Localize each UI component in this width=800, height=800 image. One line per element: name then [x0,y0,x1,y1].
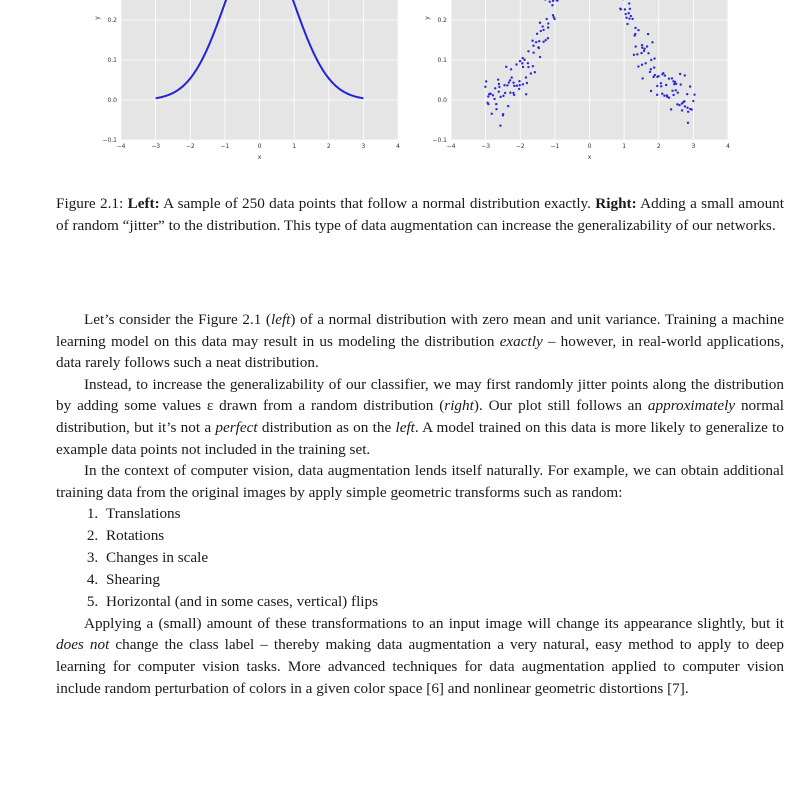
emphasis: does not [56,636,110,654]
scatter-point [687,122,689,124]
x-tick-label: 2 [656,143,661,150]
scatter-point [508,81,510,83]
text-span: ). Our plot still follows an [473,397,648,415]
scatter-point [650,68,652,70]
caption-right-text: Adding a small amount of random “jitter” to the distribution. This type of data augmentation can increase the generalizability of our networks. [56,195,784,234]
scatter-point [668,97,670,99]
x-tick-label: 4 [726,143,730,150]
y-tick-label: 0.2 [107,17,117,24]
x-tick-label: 1 [622,143,627,150]
scatter-point [538,47,540,49]
scatter-point [675,83,677,85]
scatter-point [620,8,622,10]
scatter-point [665,84,667,86]
x-axis-label: x [587,154,592,161]
caption-left-text: A sample of 250 data points that follow a normal distribution exactly. [159,195,596,212]
scatter-point [491,113,493,115]
scatter-point [522,83,524,85]
scatter-point [641,64,643,66]
scatter-point [660,82,662,84]
scatter-point [656,94,658,96]
scatter-point [532,65,534,67]
y-tick-label: 0.0 [437,97,447,104]
scatter-point [547,37,549,39]
scatter-point [531,40,533,42]
text-span: ) of a normal distribution with zero mean and unit variance. Training a machine learning model on this data may result in us modeling the distribution [56,311,784,350]
scatter-point [551,4,553,6]
scatter-point [675,89,677,91]
scatter-point [628,2,630,4]
body-text [56,309,784,699]
list-item: 4. Shearing [102,569,784,591]
x-tick-label: −2 [515,143,525,150]
scatter-point [502,95,504,97]
text-span: . A model trained on this data is more likely to generalize to example data points not included in the training set. [56,418,784,458]
scatter-point [532,45,534,47]
scatter-point [686,93,688,95]
scatter-point [536,33,538,35]
scatter-point [657,75,659,77]
scatter-point [547,22,549,24]
scatter-point [487,95,489,97]
scatter-point [547,26,549,28]
scatter-point [687,111,689,113]
text-span: – however, in real-world applications, data rarely follows such a neat distribution. [56,332,784,372]
scatter-point [527,62,529,64]
scatter-point [505,66,507,68]
paragraph-2 [56,374,784,460]
caption-prefix: Figure 2.1: [56,195,128,212]
x-tick-label: 3 [691,143,696,150]
scatter-point [509,79,511,81]
text-span: change the class label – thereby making data augmentation a very natural, easy method to apply to deep learning for computer vision tasks. More advanced techniques for data augmentation applied to computer vision include random perturbation of colors in a given color space [6] and nonlinear geometric distortions [7]. [56,636,784,697]
emphasis: perfect [215,418,258,436]
list-item: 1. Translations [102,503,784,525]
x-tick-label: 2 [326,143,331,150]
y-axis-label: y [424,16,431,20]
scatter-point [507,105,509,107]
scatter-point [661,93,663,95]
x-tick-label: 4 [396,143,400,150]
emphasis: right [444,397,474,415]
x-tick-label: −1 [220,143,230,150]
x-tick-label: −2 [185,143,195,150]
scatter-point [512,81,514,83]
list-item: 3. Changes in scale [102,547,784,569]
scatter-point [484,86,486,88]
list-item: 2. Rotations [102,525,784,547]
text-span: Instead, to increase the generalizability of our classifier, we may first randomly jitter points along the distribution by adding some values ε drawn from a random distribution ( [56,375,784,415]
x-tick-label: −3 [151,143,161,150]
y-tick-label: 0.2 [437,17,447,24]
scatter-point [624,13,626,15]
scatter-point [495,108,497,110]
scatter-point [670,108,672,110]
figure-2-1 [0,0,800,170]
scatter-point [625,17,627,19]
paragraph-3: In the context of computer vision, data augmentation lends itself naturally. For example, we can obtain additional training data from the original images by apply simple geometric transforms such as random: [56,462,784,501]
x-tick-label: 3 [361,143,366,150]
scatter-point [530,72,532,74]
scatter-point [499,96,501,98]
y-tick-label: 0.1 [107,57,117,64]
scatter-point [650,90,652,92]
scatter-point [628,12,630,14]
scatter-point [535,41,537,43]
text-span: Applying a (small) amount of these transformations to an input image will change its appearance slightly, but it [84,614,784,632]
scatter-point [677,92,679,94]
scatter-point [641,44,643,46]
scatter-point [678,104,680,106]
scatter-point [684,74,686,76]
y-tick-label: 0.1 [437,57,447,64]
paragraph-1 [56,309,784,374]
scatter-point [643,47,645,49]
scatter-point [519,84,521,86]
scatter-point [510,68,512,70]
scatter-point [672,94,674,96]
scatter-point [624,8,626,10]
scatter-point [633,54,635,56]
emphasis: approximately [647,397,736,415]
x-tick-label: 1 [292,143,297,150]
scatter-point [647,52,649,54]
right-plot [410,0,730,170]
scatter-point [487,103,489,105]
y-axis-label: y [94,16,101,20]
scatter-point [541,25,543,27]
scatter-point [692,100,694,102]
scatter-point [485,80,487,82]
scatter-point [525,93,527,95]
scatter-point [656,85,658,87]
left-plot [80,0,400,170]
scatter-point [663,95,665,97]
scatter-point [636,53,638,55]
scatter-point [662,72,664,74]
scatter-point [671,90,673,92]
emphasis: left [395,418,415,436]
scatter-point [680,83,682,85]
scatter-point [641,77,643,79]
caption-right-label: Right: [595,195,637,212]
scatter-point [637,29,639,31]
scatter-point [513,85,515,87]
scatter-point [647,33,649,35]
scatter-point [684,105,686,107]
scatter-point [683,100,685,102]
x-tick-label: −4 [446,143,456,150]
scatter-point [521,62,523,64]
scatter-point [513,94,515,96]
scatter-point [634,33,636,35]
scatter-point [534,71,536,73]
scatter-point [493,98,495,100]
scatter-point [518,80,520,82]
scatter-point [542,29,544,31]
text-span: normal distribution, but it’s not a [56,397,784,436]
scatter-point [526,82,528,84]
scatter-point [553,18,555,20]
scatter-point [660,85,662,87]
scatter-point [540,30,542,32]
scatter-point [646,45,648,47]
scatter-point [631,18,633,20]
scatter-point [492,94,494,96]
figure-caption [56,193,784,236]
scatter-point [502,114,504,116]
scatter-point [522,66,524,68]
scatter-point [628,17,630,19]
scatter-point [494,87,496,89]
scatter-point [542,41,544,43]
scatter-point [495,103,497,105]
scatter-point [651,41,653,43]
scatter-point [511,76,513,78]
x-tick-label: −1 [550,143,560,150]
scatter-point [641,46,643,48]
scatter-point [686,106,688,108]
scatter-point [689,85,691,87]
scatter-point [516,85,518,87]
emphasis: exactly [499,332,543,350]
scatter-point [498,90,500,92]
x-axis-label: x [257,154,262,161]
list-item: 5. Horizontal (and in some cases, vertical) flips [102,591,784,613]
scatter-point [527,50,529,52]
scatter-point [681,109,683,111]
scatter-point [650,59,652,61]
transform-list [56,503,784,613]
scatter-point [504,92,506,94]
scatter-point [525,76,527,78]
scatter-point [519,60,521,62]
scatter-point [544,39,546,41]
scatter-point [671,77,673,79]
scatter-point [506,84,508,86]
scatter-point [634,45,636,47]
scatter-point [498,86,500,88]
x-tick-label: −3 [481,143,491,150]
scatter-point [521,57,523,59]
x-tick-label: −4 [116,143,126,150]
y-tick-label: −0.1 [102,137,117,144]
scatter-point [509,91,511,93]
paragraph-4 [56,613,784,699]
scatter-point [668,77,670,79]
text-span: distribution as on the [257,418,396,436]
scatter-point [498,83,500,85]
scatter-point [629,8,631,10]
scatter-point [666,94,668,96]
emphasis: left [271,311,291,328]
x-tick-label: 0 [587,143,592,150]
scatter-point [634,27,636,29]
scatter-point [515,63,517,65]
scatter-point [626,23,628,25]
y-tick-label: −0.1 [432,137,447,144]
caption-left-label: Left: [127,195,160,212]
scatter-point [539,22,541,24]
scatter-point [532,51,534,53]
scatter-point [499,124,501,126]
scatter-point [643,50,645,52]
scatter-point [503,84,505,86]
scatter-point [518,88,520,90]
y-tick-label: 0.0 [107,97,117,104]
scatter-point [691,108,693,110]
scatter-point [637,65,639,67]
scatter-point [664,74,666,76]
text-span: Let’s consider the Figure 2.1 ( [84,311,271,328]
scatter-point [649,71,651,73]
x-tick-label: 0 [257,143,262,150]
scatter-point [654,74,656,76]
scatter-point [679,73,681,75]
scatter-point [693,93,695,95]
scatter-point [497,78,499,80]
scatter-point [653,66,655,68]
scatter-point [640,52,642,54]
scatter-point [644,62,646,64]
scatter-point [653,57,655,59]
scatter-point [549,1,551,3]
scatter-point [538,40,540,42]
scatter-point [523,59,525,61]
scatter-point [489,93,491,95]
scatter-point [539,56,541,58]
scatter-point [545,18,547,20]
scatter-point [630,15,632,17]
scatter-point [527,66,529,68]
scatter-point [676,103,678,105]
